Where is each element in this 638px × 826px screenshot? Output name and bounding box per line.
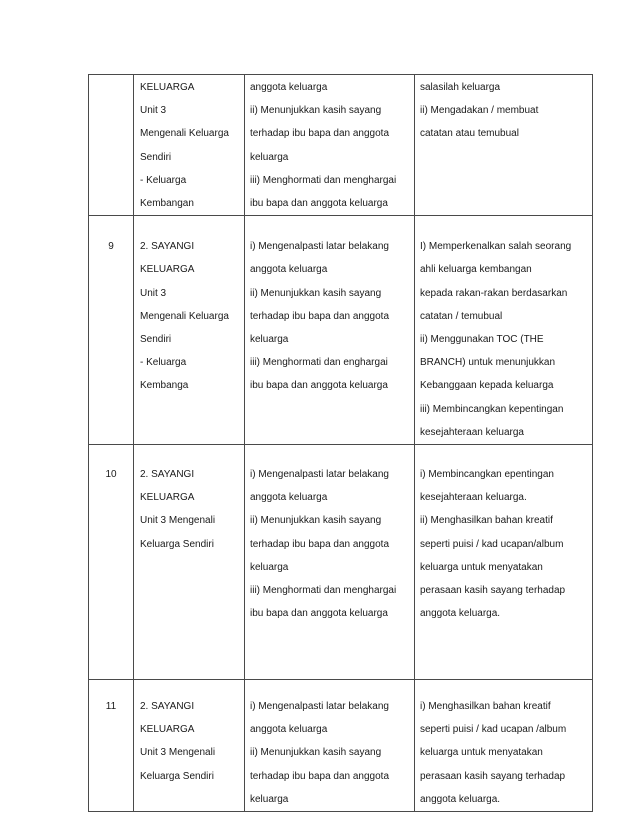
cell-text-line: BRANCH) untuk menunjukkan — [420, 357, 556, 369]
cell-text-line: i) Mengenalpasti latar belakang — [250, 241, 389, 253]
objectives-cell — [245, 75, 415, 216]
cell-text-line: Kebanggaan kepada keluarga — [420, 380, 554, 392]
activities-cell — [415, 75, 593, 216]
week-cell — [89, 680, 134, 812]
cell-text-line: ii) Menunjukkan kasih sayang — [250, 747, 382, 759]
cell-text-line: KELUARGA — [140, 724, 195, 736]
cell-text-line: 2. SAYANGI — [140, 701, 195, 713]
cell-text-line: Sendiri — [140, 151, 172, 163]
unit-cell — [134, 75, 245, 216]
cell-text-line: keluarga untuk menyatakan — [420, 561, 543, 573]
cell-text-line: Unit 3 — [140, 105, 167, 117]
cell-text-line: keluarga — [250, 561, 289, 573]
cell-text-line: 2. SAYANGI — [140, 469, 195, 481]
table-row — [89, 216, 593, 445]
activities-cell — [415, 216, 593, 445]
cell-text-line: anggota keluarga — [250, 492, 328, 504]
cell-text-line: iii) Menghormati dan menghargai — [250, 174, 397, 186]
cell-text-line: i) Menghasilkan bahan kreatif — [420, 701, 551, 713]
objectives-cell — [245, 445, 415, 680]
cell-text-line: - Keluarga — [140, 357, 187, 369]
week-number: 10 — [105, 469, 117, 481]
cell-text-line: terhadap ibu bapa dan anggota — [250, 538, 390, 550]
week-number: 9 — [108, 241, 114, 253]
unit-cell — [134, 216, 245, 445]
cell-text-line: Kembanga — [140, 380, 189, 392]
cell-text-line: Mengenali Keluarga — [140, 128, 229, 140]
cell-text-line: kepada rakan-rakan berdasarkan — [420, 287, 568, 299]
cell-text-line: i) Mengenalpasti latar belakang — [250, 701, 389, 713]
cell-text-line: perasaan kasih sayang terhadap — [420, 770, 566, 782]
cell-text-line: Unit 3 — [140, 287, 167, 299]
cell-text-line: Unit 3 Mengenali — [140, 515, 216, 527]
cell-text-line: terhadap ibu bapa dan anggota — [250, 310, 390, 322]
unit-cell — [134, 445, 245, 680]
cell-text-line: perasaan kasih sayang terhadap — [420, 585, 566, 597]
lesson-plan-table — [88, 74, 593, 812]
cell-text-line: terhadap ibu bapa dan anggota — [250, 128, 390, 140]
cell-text-line: kesejahteraan keluarga — [420, 426, 524, 438]
table-row — [89, 75, 593, 216]
cell-text-line: ibu bapa dan anggota keluarga — [250, 198, 388, 210]
cell-text-line: seperti puisi / kad ucapan /album — [420, 724, 567, 736]
cell-text-line: anggota keluarga — [250, 264, 328, 276]
cell-text-line: ii) Menunjukkan kasih sayang — [250, 287, 382, 299]
cell-text-line: catatan atau temubual — [420, 128, 519, 140]
cell-text-line: anggota keluarga — [250, 82, 328, 93]
cell-text-line: ahli keluarga kembangan — [420, 264, 532, 276]
cell-text-line: KELUARGA — [140, 264, 195, 276]
cell-text-line: iii) Menghormati dan enghargai — [250, 357, 388, 369]
cell-text-line: keluarga untuk menyatakan — [420, 747, 543, 759]
cell-text-line: keluarga — [250, 793, 289, 805]
cell-text-line: ii) Menunjukkan kasih sayang — [250, 515, 382, 527]
cell-text-line: 2. SAYANGI — [140, 241, 195, 253]
cell-text-line: KELUARGA — [140, 82, 195, 93]
week-number: 11 — [105, 701, 117, 713]
activities-cell — [415, 445, 593, 680]
cell-text-line: KELUARGA — [140, 492, 195, 504]
cell-text-line: Unit 3 Mengenali — [140, 747, 216, 759]
cell-text-line: catatan / temubual — [420, 310, 503, 322]
table-row — [89, 445, 593, 680]
cell-text-line: Keluarga Sendiri — [140, 538, 214, 550]
week-cell — [89, 445, 134, 680]
cell-text-line: Kembangan — [140, 198, 194, 210]
cell-text-line: Sendiri — [140, 334, 172, 346]
cell-text-line: seperti puisi / kad ucapan/album — [420, 538, 564, 550]
cell-text-line: ibu bapa dan anggota keluarga — [250, 608, 388, 620]
cell-text-line: Keluarga Sendiri — [140, 770, 214, 782]
table-row — [89, 680, 593, 812]
week-cell — [89, 216, 134, 445]
cell-text-line: ibu bapa dan anggota keluarga — [250, 380, 388, 392]
cell-text-line: I) Memperkenalkan salah seorang — [420, 241, 572, 253]
cell-text-line: iii) Membincangkan kepentingan — [420, 403, 564, 415]
cell-text-line: i) Membincangkan epentingan — [420, 469, 554, 481]
cell-text-line: ii) Mengadakan / membuat — [420, 105, 539, 117]
cell-text-line: keluarga — [250, 151, 289, 163]
lesson-plan-body — [89, 75, 593, 812]
activities-cell — [415, 680, 593, 812]
cell-text-line: keluarga — [250, 334, 289, 346]
cell-text-line: anggota keluarga. — [420, 793, 501, 805]
cell-text-line: ii) Menunjukkan kasih sayang — [250, 105, 382, 117]
cell-text-line: ii) Menghasilkan bahan kreatif — [420, 515, 553, 527]
cell-text-line: anggota keluarga — [250, 724, 328, 736]
cell-text-line: salasilah keluarga — [420, 82, 501, 93]
objectives-cell — [245, 680, 415, 812]
cell-text-line: kesejahteraan keluarga. — [420, 492, 527, 504]
cell-text-line: Mengenali Keluarga — [140, 310, 229, 322]
week-cell — [89, 75, 134, 216]
cell-text-line: terhadap ibu bapa dan anggota — [250, 770, 390, 782]
cell-text-line: iii) Menghormati dan menghargai — [250, 585, 397, 597]
cell-text-line: - Keluarga — [140, 174, 187, 186]
cell-text-line: anggota keluarga. — [420, 608, 501, 620]
objectives-cell — [245, 216, 415, 445]
cell-text-line: ii) Menggunakan TOC (THE — [420, 334, 544, 346]
unit-cell — [134, 680, 245, 812]
cell-text-line: i) Mengenalpasti latar belakang — [250, 469, 389, 481]
